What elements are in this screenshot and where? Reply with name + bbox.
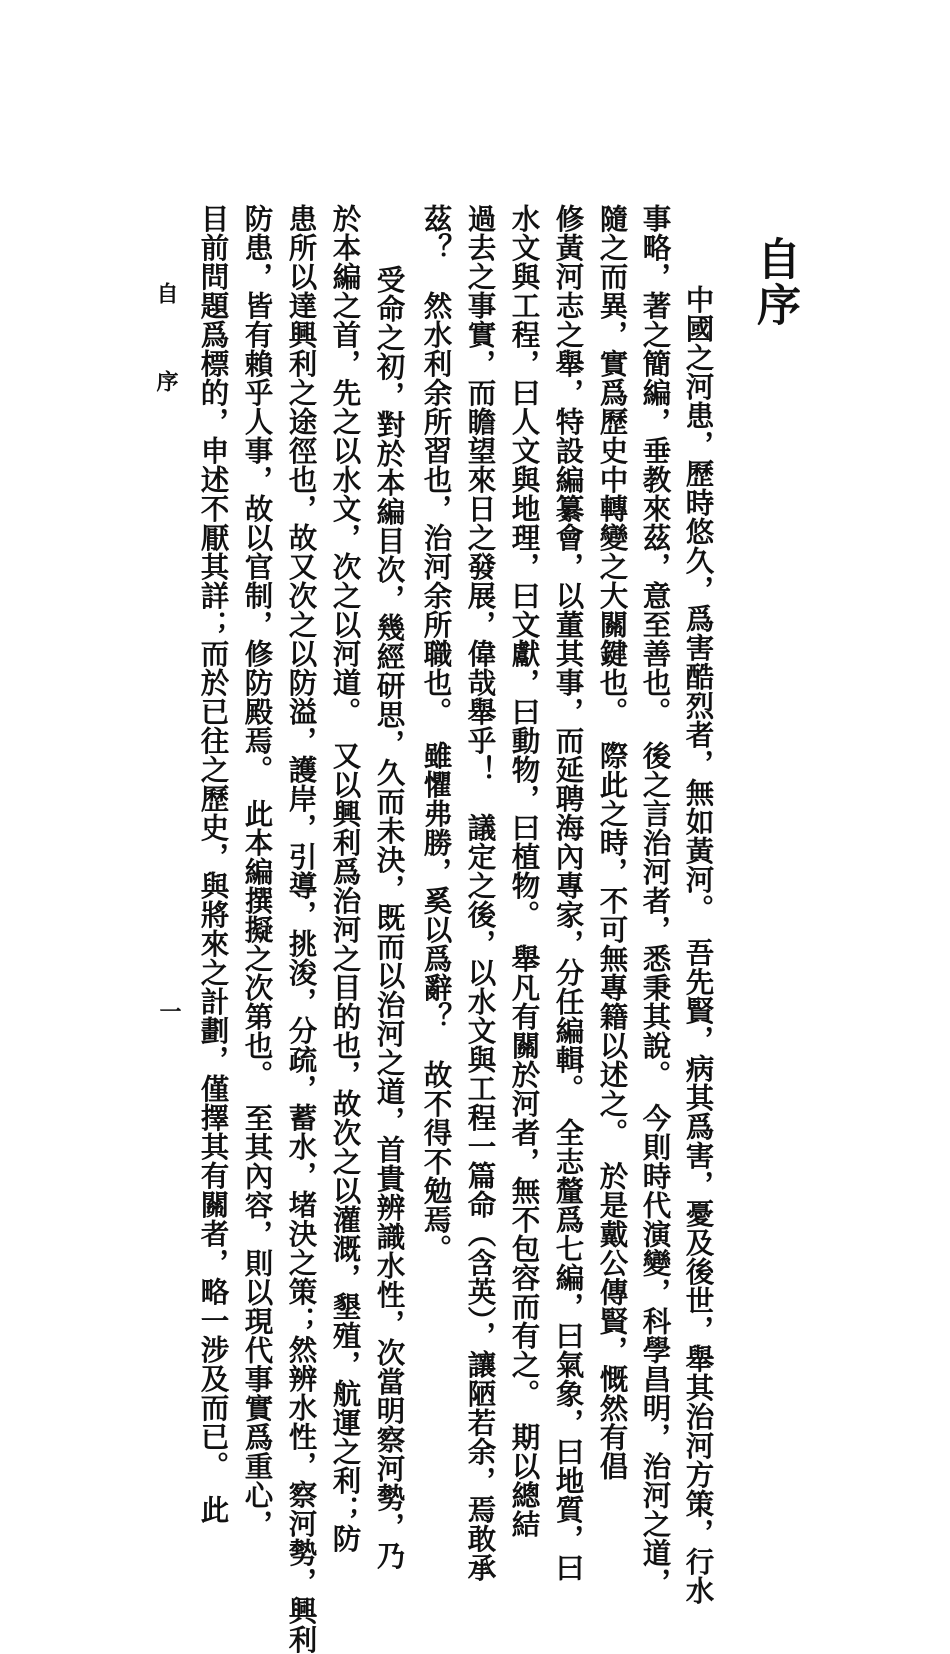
text-column-4: 修黃河志之舉，特設編纂會，以董其事，而延聘海內專家，分任編輯。 全志釐爲七編，曰氣象，曰地質，曰 — [551, 204, 586, 1582]
text-column-5: 水文與工程，曰人文與地理，曰文獻，曰動物，曰植物。 舉凡有關於河者，無不包容而有之。 期以總結 — [507, 204, 542, 1539]
text-column-1: 中國之河患，歷時悠久，爲害酷烈者，無如黃河。 吾先賢，病其爲害，憂及後世，舉其治河方策，行水 — [681, 256, 716, 1605]
text-column-7: 茲？ 然水利余所習也，治河余所職也。 雖懼弗勝，奚以爲辭？ 故不得不勉焉。 — [419, 204, 454, 1263]
text-column-6: 過去之事實，而瞻望來日之發展，偉哉舉乎！ 議定之後，以水文與工程一篇命（含英），讓陋若余，焉敢承 — [463, 204, 498, 1582]
text-column-10: 患所以達興利之途徑也，故又次之以防溢，護岸，引導，挑浚，分疏，蓄水，堵決之策；然辨水性，察河勢，興利 — [284, 204, 319, 1654]
page-number: 一 — [156, 1000, 182, 1022]
text-column-11: 防患，皆有賴乎人事，故以官制，修防殿焉。 此本編撰擬之次第也。 至其內容，則以現代事實爲重心， — [240, 204, 275, 1539]
text-column-3: 隨之而異，實爲歷史中轉變之大關鍵也。 際此之時，不可無專籍以述之。 於是戴公傳賢，慨然有倡 — [595, 204, 630, 1481]
text-column-12: 目前問題爲標的，申述不厭其詳；而於已往之歷史，與將來之計劃，僅擇其有關者，略一涉及而已。 此 — [196, 204, 231, 1524]
preface-title: 自序 — [749, 236, 800, 328]
text-column-9: 於本編之首，先之以水文，次之以河道。 又以興利爲治河之目的也，故次之以灌溉，墾殖，航運之利；防 — [328, 204, 363, 1553]
running-head: 自 序 — [153, 282, 179, 414]
text-column-8: 受命之初，對於本編目次，幾經研思，久而未決，既而以治河之道，首貴辨識水性，次當明察河勢，乃 — [372, 236, 407, 1570]
text-column-2: 事略，著之簡編，垂教來茲，意至善也。 後之言治河者，悉秉其說。 今則時代演變，科學昌明，治河之道， — [638, 204, 673, 1597]
